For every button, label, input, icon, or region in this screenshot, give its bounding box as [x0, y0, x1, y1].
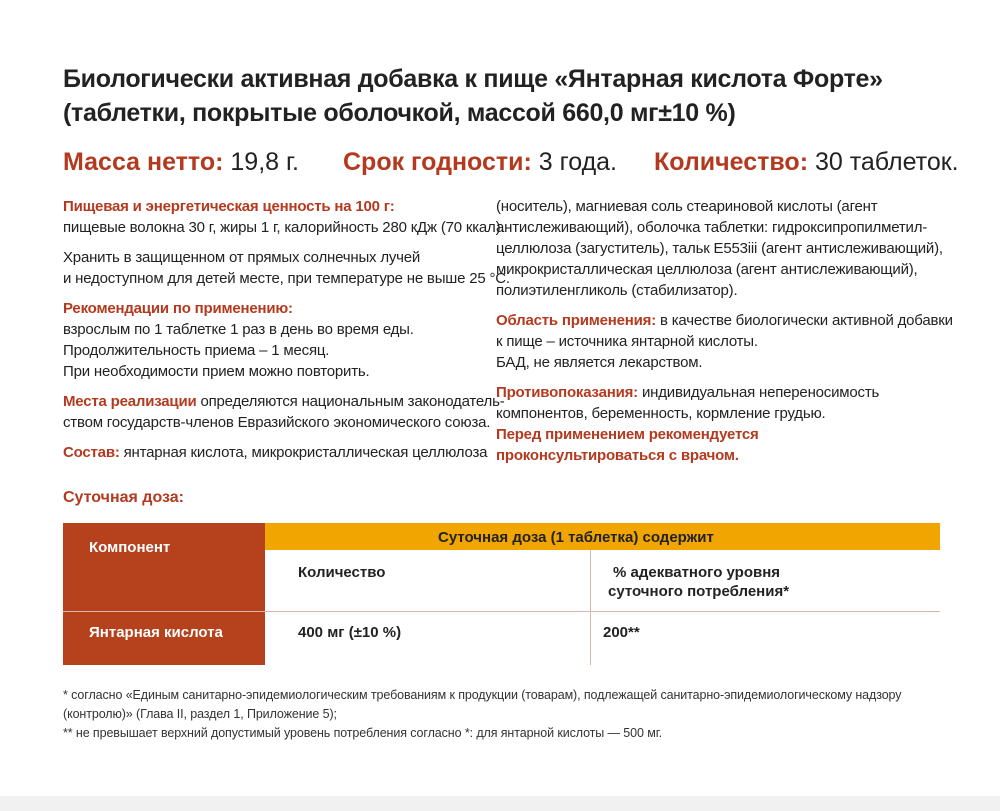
area-line-3: БАД, не является лекарством. — [496, 354, 703, 371]
composition-cont-line-2: антислеживающий), оболочка таблетки: гидроксипропилметил- — [496, 219, 928, 236]
area-heading: Область применения: — [496, 312, 657, 329]
composition-text: янтарная кислота, микрокристаллическая целлюлоза — [119, 444, 488, 461]
recommendations-block — [63, 298, 488, 382]
nutrition-heading: Пищевая и энергетическая ценность на 100 г: — [63, 198, 395, 215]
row-percent: 200** — [603, 624, 640, 641]
subheader-quantity: Количество — [298, 564, 386, 581]
table-row-divider — [63, 611, 940, 612]
daily-dose-title: Суточная доза: — [63, 489, 184, 506]
nutrition-block — [63, 196, 505, 238]
composition-cont-line-5: полиэтиленгликоль (стабилизатор). — [496, 282, 738, 299]
sales-line-1 — [63, 391, 505, 412]
header-daily-contains: Суточная доза (1 таблетка) содержит — [438, 529, 714, 546]
warning-line-2: проконсультироваться с врачом. — [496, 447, 739, 464]
contra-line-1-text: индивидуальная непереносимость — [637, 384, 880, 401]
footnote-2: ** не превышает верхний допустимый уровень потребления согласно *: для янтарной кислоты — 500 мг. — [63, 726, 663, 740]
quantity-label: Количество: — [654, 148, 809, 176]
daily-dose-table — [63, 523, 940, 665]
recommendations-heading: Рекомендации по применению: — [63, 300, 293, 317]
contra-line-2: компонентов, беременность, кормление грудью. — [496, 405, 826, 422]
title-line-2: (таблетки, покрытые оболочкой, массой 660,0 мг±10 %) — [63, 99, 736, 127]
shelf-life — [343, 144, 617, 180]
composition-continued-block — [496, 196, 943, 301]
composition-cont-line-4: микрокристаллическая целлюлоза (агент антислеживающий), — [496, 261, 918, 278]
bottom-edge — [0, 796, 1000, 811]
left-column — [63, 196, 510, 472]
sales-heading: Места реализации — [63, 393, 197, 410]
contra-heading: Противопоказания: — [496, 384, 638, 401]
area-block — [496, 310, 953, 373]
row-component-name: Янтарная кислота — [89, 624, 223, 641]
warning-line-1: Перед применением рекомендуется — [496, 426, 759, 443]
table-column-divider — [590, 550, 591, 665]
composition-line-1 — [63, 442, 488, 463]
recommendations-line-1: взрослым по 1 таблетке 1 раз в день во время еды. — [63, 321, 414, 338]
nutrition-text: пищевые волокна 30 г, жиры 1 г, калорийность 280 кДж (70 ккал). — [63, 219, 505, 236]
composition-heading: Состав: — [63, 444, 120, 461]
sales-line-2: ством государств-членов Евразийского экономического союза. — [63, 414, 491, 431]
footnotes — [63, 686, 943, 743]
composition-cont-line-1: (носитель), магниевая соль стеариновой кислоты (агент — [496, 198, 878, 215]
storage-line-1: Хранить в защищенном от прямых солнечных лучей — [63, 249, 421, 266]
title-line-1: Биологически активная добавка к пище «Янтарная кислота Форте» — [63, 65, 883, 93]
recommendations-line-2: Продолжительность приема – 1 месяц. — [63, 342, 330, 359]
area-line-1 — [496, 310, 953, 331]
net-mass-value: 19,8 г. — [230, 148, 300, 176]
contraindications-block — [496, 382, 936, 466]
product-meta-row — [63, 144, 959, 180]
composition-cont-line-3: целлюлоза (загуститель), тальк Е553iii (агент антислеживающий), — [496, 240, 943, 257]
shelf-life-value: 3 года. — [538, 148, 618, 176]
subheader-percent-line-2: суточного потребления* — [608, 583, 790, 600]
storage-line-2: и недоступном для детей месте, при температуре не выше 25 °C. — [63, 270, 510, 287]
shelf-life-label: Срок годности: — [343, 148, 532, 176]
footnote-1-line-1: * согласно «Единым санитарно-эпидемиологическим требованиям к продукции (товарам), подлежащей санитарно-эпидемиологическому надзору — [63, 688, 902, 702]
subheader-percent-line-1: % адекватного уровня — [613, 564, 781, 581]
row-quantity: 400 мг (±10 %) — [298, 624, 402, 641]
area-line-2: к пище – источника янтарной кислоты. — [496, 333, 758, 350]
footnote-1-line-2: (контролю)» (Глава II, раздел 1, Приложение 5); — [63, 707, 337, 721]
storage-block — [63, 247, 510, 289]
product-title — [63, 62, 943, 130]
quantity-value: 30 таблеток. — [814, 148, 959, 176]
net-mass-label: Масса нетто: — [63, 148, 224, 176]
area-line-1-text: в качестве биологически активной добавки — [656, 312, 953, 329]
contra-line-1 — [496, 382, 936, 403]
composition-block — [63, 442, 488, 463]
header-component: Компонент — [89, 539, 171, 556]
recommendations-line-3: При необходимости прием можно повторить. — [63, 363, 370, 380]
quantity — [654, 144, 959, 180]
right-column — [496, 196, 953, 475]
sales-block — [63, 391, 505, 433]
net-mass — [63, 144, 299, 180]
sales-line-1-text: определяются национальным законодатель- — [196, 393, 505, 410]
